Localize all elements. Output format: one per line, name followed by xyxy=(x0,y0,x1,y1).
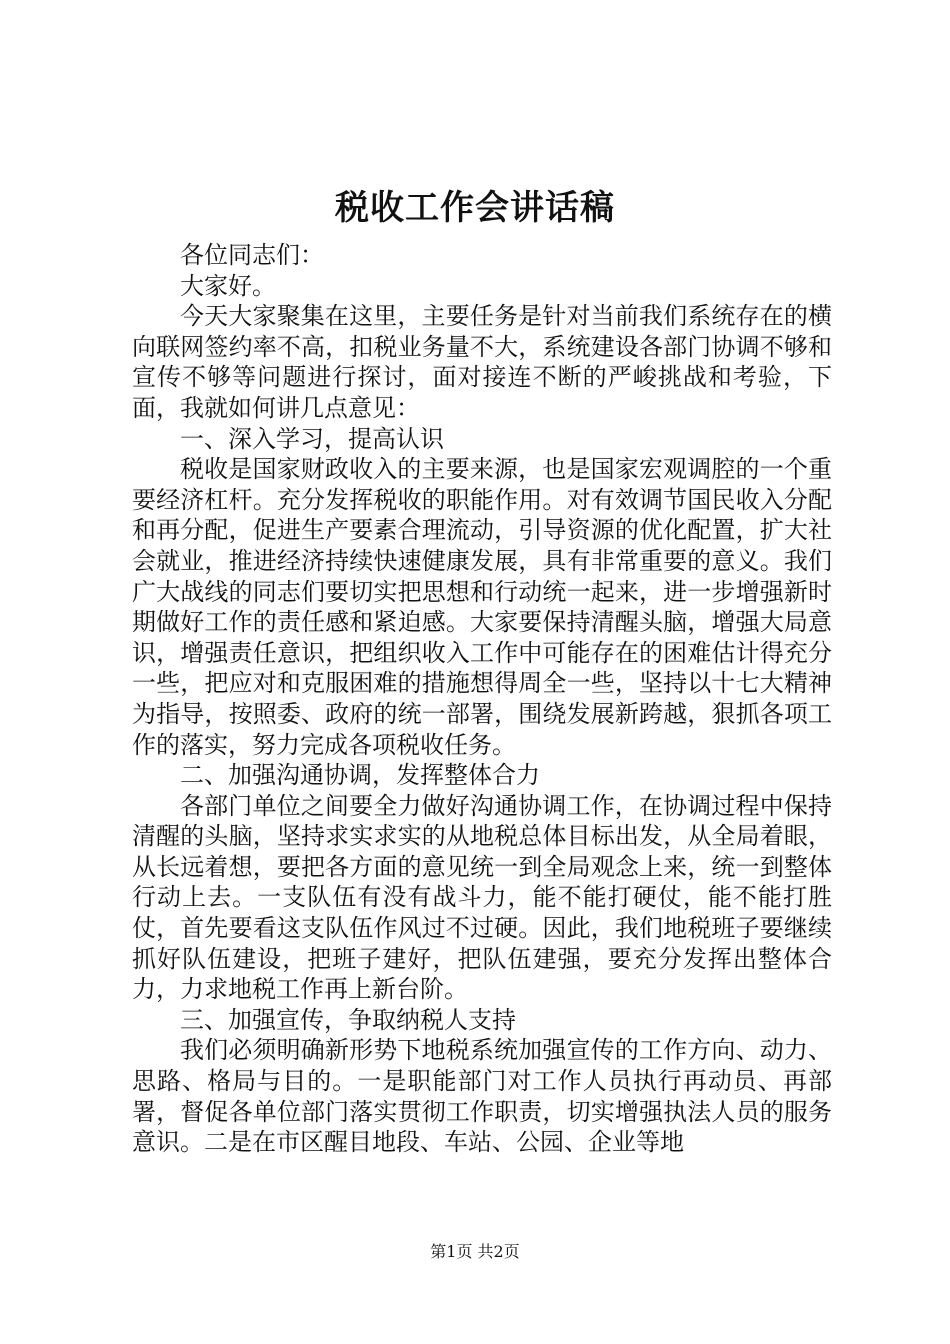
greeting: 大家好。 xyxy=(180,271,276,300)
intro-paragraph: 今天大家聚集在这里，主要任务是针对当前我们系统存在的横向联网签约率不高，扣税业务量不大，系统建设各部门协调不够和宣传不够等问题进行探讨，面对接连不断的严峻挑战和考验，下面，我就如何讲几点意见： xyxy=(132,302,832,422)
page-number-footer: 第1页 共2页 xyxy=(430,1242,520,1261)
section-heading-2: 二、加强沟通协调，发挥整体合力 xyxy=(180,761,540,790)
section-paragraph-1: 税收是国家财政收入的主要来源，也是国家宏观调腔的一个重要经济杠杆。充分发挥税收的职能作用。对有效调节国民收入分配和再分配，促进生产要素合理流动，引导资源的优化配置，扩大社会就业，推进经济持续快速健康发展，具有非常重要的意义。我们广大战线的同志们要切实把思想和行动统一起来，进一步增强新时期做好工作的责任感和紧迫感。大家要保持清醒头脑，增强大局意识，增强责任意识，把组织收入工作中可能存在的困难估计得充分一些，把应对和克服困难的措施想得周全一些，坚持以十七大精神为指导，按照委、政府的统一部署，围绕发展新跨越，狠抓各项工作的落实，努力完成各项税收任务。 xyxy=(132,455,832,759)
salutation: 各位同志们： xyxy=(180,241,324,269)
section-heading-1: 一、深入学习，提高认识 xyxy=(180,424,444,453)
section-heading-3: 三、加强宣传，争取纳税人支持 xyxy=(180,1005,516,1034)
section-paragraph-3: 我们必须明确新形势下地税系统加强宣传的工作方向、动力、思路、格局与目的。一是职能部门对工作人员执行再动员、再部署，督促各单位部门落实贯彻工作职责，切实增强执法人员的服务意识。二是在市区醒目地段、车站、公园、企业等地 xyxy=(132,1036,832,1157)
document-body xyxy=(132,240,832,1158)
document-title: 税收工作会讲话稿 xyxy=(335,188,615,228)
section-paragraph-2: 各部门单位之间要全力做好沟通协调工作，在协调过程中保持清醒的头脑，坚持求实求实的从地税总体目标出发，从全局着眼，从长远着想，要把各方面的意见统一到全局观念上来，统一到整体行动上去。一支队伍有没有战斗力，能不能打硬仗，能不能打胜仗，首先要看这支队伍作风过不过硬。因此，我们地税班子要继续抓好队伍建设，把班子建好，把队伍建强，要充分发挥出整体合力，力求地税工作再上新台阶。 xyxy=(132,791,832,1004)
